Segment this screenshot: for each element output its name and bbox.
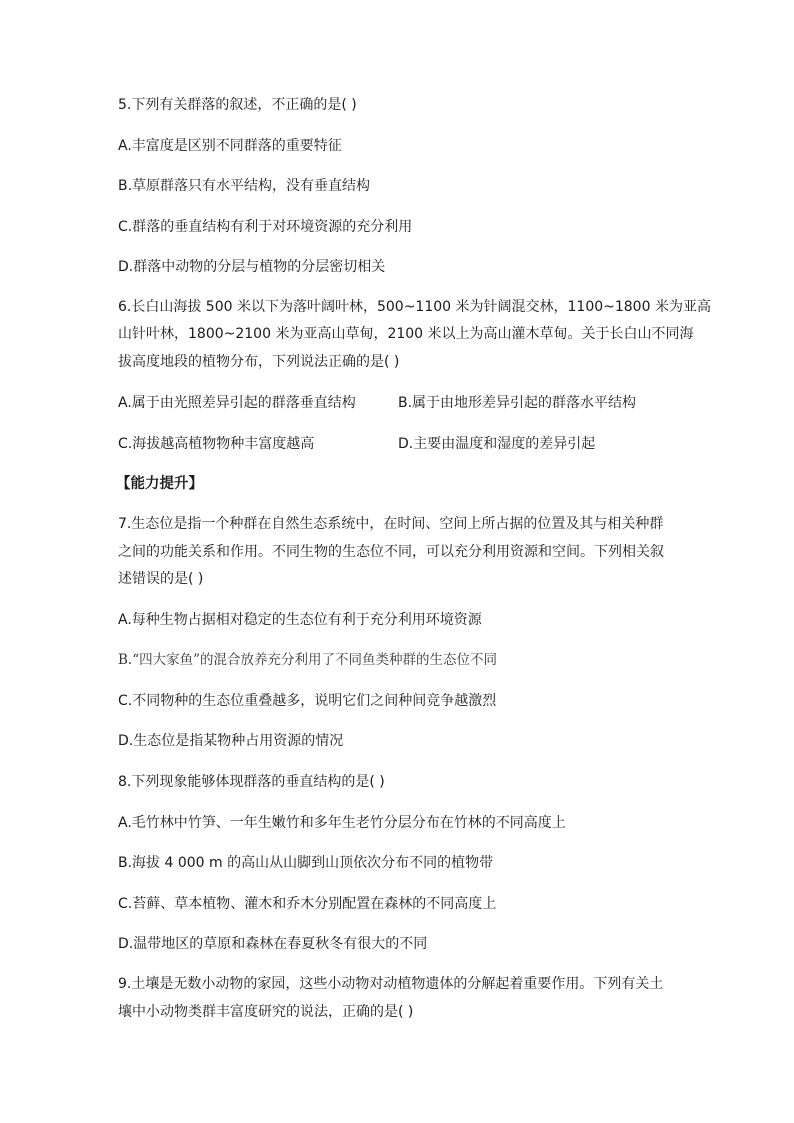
- question-6-stem-line-3: 拔高度地段的植物分布，下列说法正确的是( ): [118, 354, 400, 370]
- question-5-option-b: B.草原群落只有水平结构，没有垂直结构: [118, 178, 371, 194]
- question-9-stem-line-2: 壤中小动物类群丰富度研究的说法，正确的是( ): [118, 1004, 414, 1020]
- question-7-stem-line-2: 之间的功能关系和作用。不同生物的生态位不同，可以充分利用资源和空间。下列相关叙: [118, 544, 664, 560]
- question-7-option-a: A.每种生物占据相对稳定的生态位有利于充分利用环境资源: [118, 612, 482, 628]
- question-8-option-a: A.毛竹林中竹笋、一年生嫩竹和多年生老竹分层分布在竹林的不同高度上: [118, 815, 566, 831]
- question-8-option-b: B.海拔 4 000 m 的高山从山脚到山顶依次分布不同的植物带: [118, 855, 494, 871]
- question-6-stem-line-1: 6.长白山海拔 500 米以下为落叶阔叶林，500~1100 米为针阔混交林，1100~1800 米为亚高: [118, 299, 711, 315]
- question-6-option-b: B.属于由地形差异引起的群落水平结构: [398, 395, 637, 411]
- question-8-option-c: C.苔藓、草本植物、灌木和乔木分别配置在森林的不同高度上: [118, 896, 497, 912]
- question-8-option-d: D.温带地区的草原和森林在春夏秋冬有很大的不同: [118, 936, 428, 952]
- question-6-option-a: A.属于由光照差异引起的群落垂直结构: [118, 395, 356, 411]
- question-5-option-c: C.群落的垂直结构有利于对环境资源的充分利用: [118, 219, 413, 235]
- question-5-stem: 5.下列有关群落的叙述，不正确的是( ): [118, 97, 357, 113]
- question-6-stem-line-2: 山针叶林，1800~2100 米为亚高山草甸，2100 米以上为高山灌木草甸。关于长白山不同海: [118, 326, 694, 342]
- question-6-option-c: C.海拔越高植物物种丰富度越高: [118, 436, 315, 452]
- question-5-option-a: A.丰富度是区别不同群落的重要特征: [118, 138, 342, 154]
- question-7-stem-line-3: 述错误的是( ): [118, 571, 204, 587]
- question-6-option-d: D.主要由温度和湿度的差异引起: [398, 436, 596, 452]
- section-heading: 【能力提升】: [116, 476, 203, 492]
- question-8-stem: 8.下列现象能够体现群落的垂直结构的是( ): [118, 774, 385, 790]
- question-5-option-d: D.群落中动物的分层与植物的分层密切相关: [118, 259, 386, 275]
- question-9-stem-line-1: 9.土壤是无数小动物的家园，这些小动物对动植物遗体的分解起着重要作用。下列有关土: [118, 976, 664, 992]
- question-7-option-b: B.“四大家鱼”的混合放养充分利用了不同鱼类种群的生态位不同: [118, 652, 498, 668]
- question-7-option-c: C.不同物种的生态位重叠越多，说明它们之间种间竞争越激烈: [118, 693, 497, 709]
- question-7-option-d: D.生态位是指某物种占用资源的情况: [118, 733, 344, 749]
- question-7-stem-line-1: 7.生态位是指一个种群在自然生态系统中，在时间、空间上所占据的位置及其与相关种群: [118, 516, 664, 532]
